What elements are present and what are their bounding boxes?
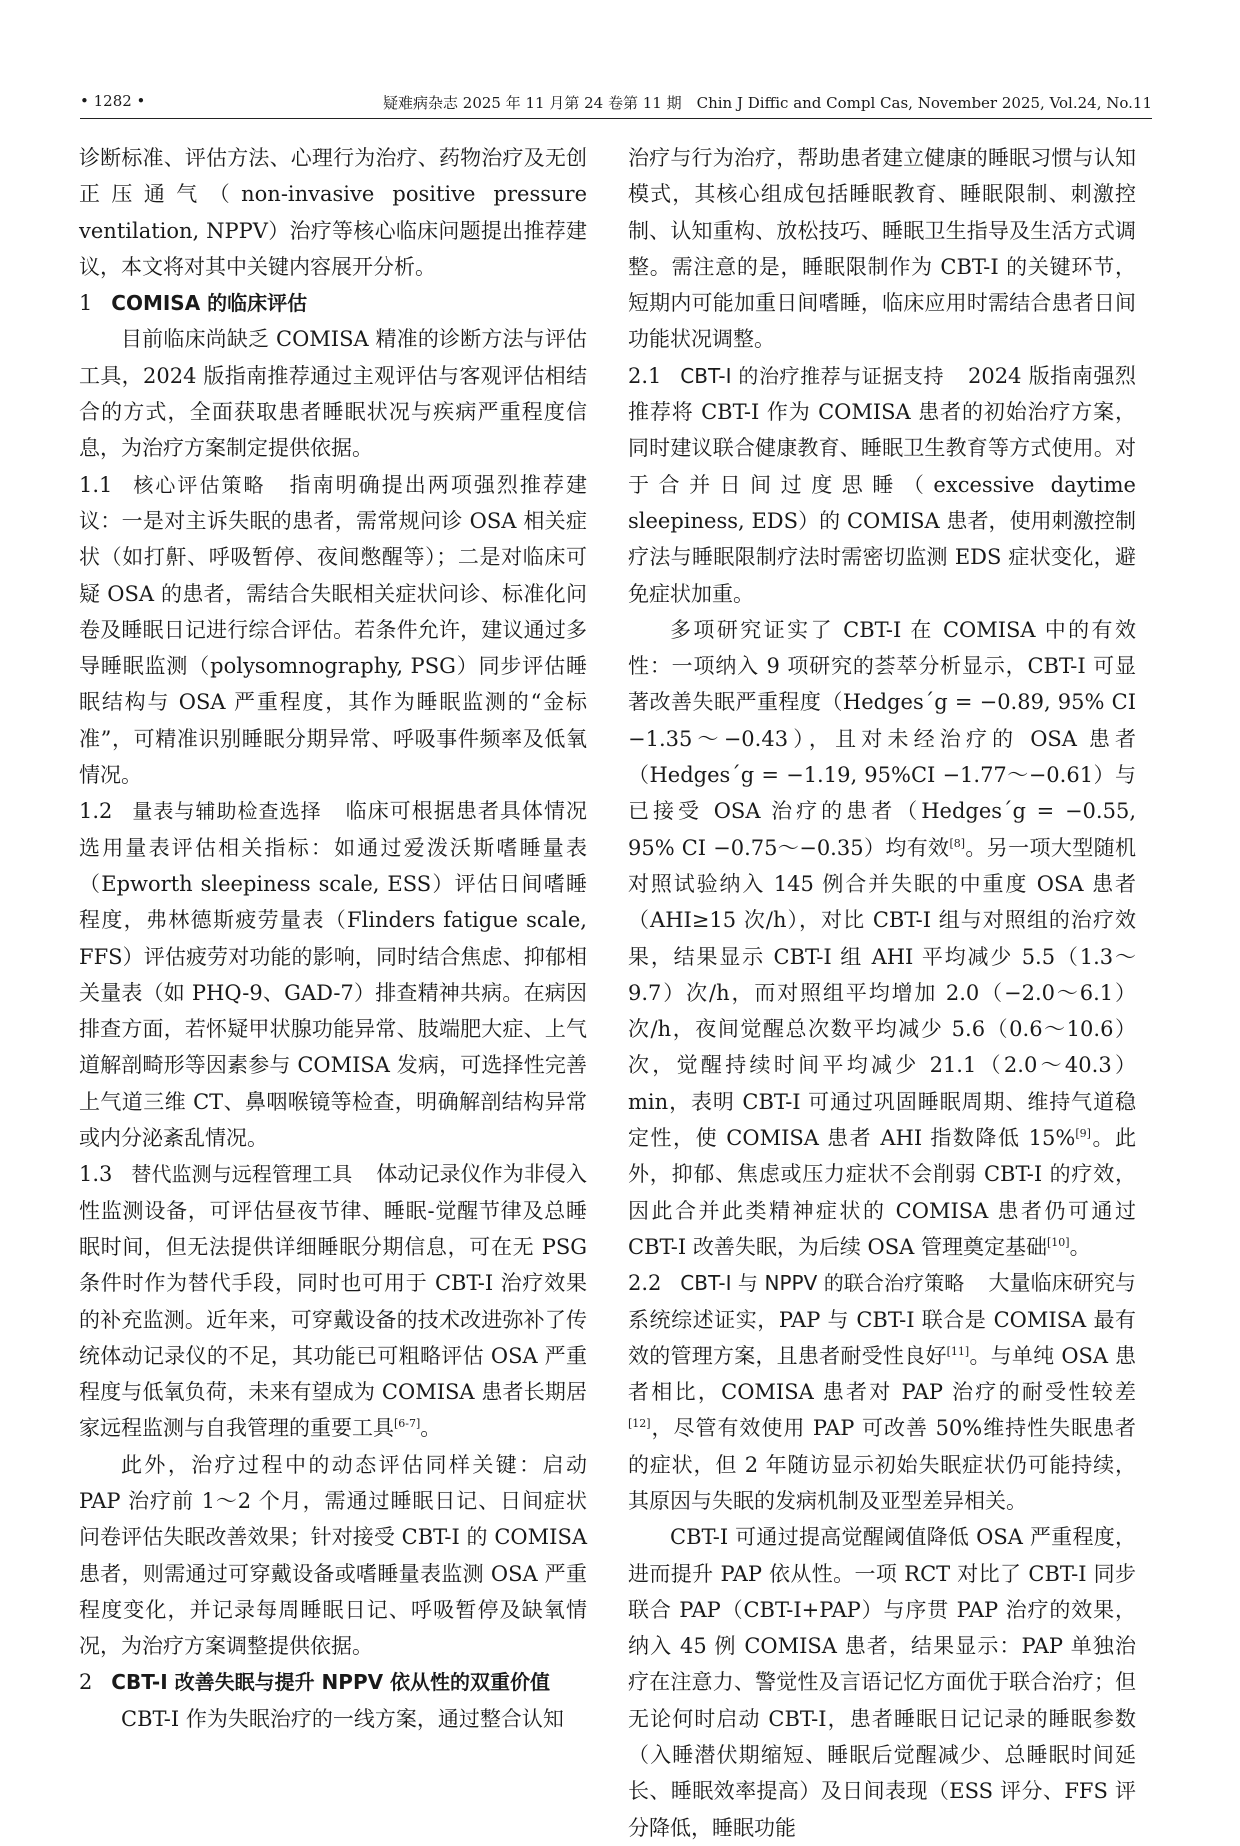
subsection-1-1 xyxy=(79,467,587,794)
subsection-text: 2024 版指南强烈推荐将 CBT-I 作为 COMISA 患者的初始治疗方案，同时建议联合健康教育、睡眠卫生教育等方式使用。对于合并日间过度思睡（excessive daytime sleepiness, EDS）的 COMISA 患者，使用刺激控制疗法与睡眠限制疗法时需密切监测 EDS 症状变化，避免症状加重。 xyxy=(628,363,1136,606)
section-heading-1 xyxy=(79,285,587,321)
paragraph: 目前临床尚缺乏 COMISA 精准的诊断方法与评估工具，2024 版指南推荐通过主观评估与客观评估相结合的方式，全面获取患者睡眠状况与疾病严重程度信息，为治疗方案制定提供依据。 xyxy=(79,327,587,461)
section-title: COMISA 的临床评估 xyxy=(111,291,308,316)
citation-ref[interactable]: [8] xyxy=(949,836,966,850)
running-header xyxy=(80,88,1152,119)
section-heading-2 xyxy=(79,1664,587,1700)
subsection-number: 2.2 xyxy=(628,1271,662,1296)
section-title: CBT-I 改善失眠与提升 NPPV 依从性的双重价值 xyxy=(111,1670,551,1695)
citation-ref[interactable]: [10] xyxy=(1046,1235,1070,1249)
subsection-title: 量表与辅助检查选择 xyxy=(131,799,322,824)
subsection-2-2: 2.2 CBT-I 与 NPPV 的联合治疗策略 大量临床研究与系统综述证实，PAP 与 CBT-I 联合是 COMISA 最有效的管理方案，且患者耐受性良好[11]。与单纯 OSA 患者相比，COMISA 患者对 PAP 治疗的耐受性较差[12]，尽管有效使用 PAP 可改善 50%维持性失眠患者的症状，但 2 年随访显示初始失眠症状仍可能持续，其原因与失眠的发病机制及亚型差异相关。 xyxy=(628,1271,1137,1513)
subsection-title: CBT-I 的治疗推荐与证据支持 xyxy=(680,363,945,388)
citation-ref[interactable]: [11] xyxy=(946,1344,970,1358)
citation-ref[interactable]: [9] xyxy=(1075,1127,1091,1141)
subsection-1-2 xyxy=(79,793,587,1156)
subsection-number: 2.1 xyxy=(628,363,662,388)
paragraph: CBT-I 作为失眠治疗的一线方案，通过整合认知 xyxy=(121,1706,564,1731)
subsection-title: CBT-I 与 NPPV 的联合治疗策略 xyxy=(680,1271,965,1296)
section-number: 1 xyxy=(79,291,93,316)
subsection-text: 体动记录仪作为非侵入性监测设备，可评估昼夜节律、睡眠-觉醒节律及总睡眠时间，但无法提供详细睡眠分期信息，可在无 PSG 条件时作为替代手段，同时也可用于 CBT-I 治疗效果的补充监测。近年来，可穿戴设备的技术改进弥补了传统体动记录仪的不足，其功能已可粗略评估 OSA 严重程度与低氧负荷，未来有望成为 COMISA 患者长期居家远程监测与自我管理的重要工具 xyxy=(79,1162,588,1441)
subsection-text: 临床可根据患者具体情况选用量表评估相关指标：如通过爱泼沃斯嗜睡量表（Epworth sleepiness scale, ESS）评估日间嗜睡程度，弗林德斯疲劳量表（Flinders fatigue scale, FFS）评估疲劳对功能的影响，同时结合焦虑、抑郁相关量表（如 PHQ-9、GAD-7）排查精神共病。在病因排查方面，若怀疑甲状腺功能异常、肢端肥大症、上气道解剖畸形等因素参与 COMISA 发病，可选择性完善上气道三维 CT、鼻咽喉镜等检查，明确解剖结构异常或内分泌紊乱情况。 xyxy=(79,799,588,1151)
journal-citation: 疑难病杂志 2025 年 11 月第 24 卷第 11 期 Chin J Diffic and Compl Cas, November 2025, Vol.24, No.11 xyxy=(383,94,1152,112)
subsection-number: 1.3 xyxy=(79,1162,113,1187)
subsection-title: 替代监测与远程管理工具 xyxy=(131,1162,353,1187)
paragraph: 诊断标准、评估方法、心理行为治疗、药物治疗及无创正压通气（non-invasive positive pressure ventilation, NPPV）治疗等核心临床问题提出推荐建议，本文将对其中关键内容展开分析。 xyxy=(79,146,587,279)
paragraph: CBT-I 可通过提高觉醒阈值降低 OSA 严重程度，进而提升 PAP 依从性。一项 RCT 对比了 CBT-I 同步联合 PAP（CBT-I+PAP）与序贯 PAP 治疗的效果，纳入 45 例 COMISA 患者，结果显示：PAP 单独治疗在注意力、警觉性及言语记忆方面优于联合治疗；但无论何时启动 CBT-I，患者睡眠日记记录的睡眠参数（入睡潜伏期缩短、睡眠后觉醒减少、总睡眠时间延长、睡眠效率提高）及日间表现（ESS 评分、FFS 评分降低，睡眠功能 xyxy=(628,1525,1136,1840)
paragraph: 此外，治疗过程中的动态评估同样关键：启动 PAP 治疗前 1～2 个月，需通过睡眠日记、日间症状问卷评估失眠改善效果；针对接受 CBT-I 的 COMISA 患者，则需通过可穿戴设备或嗜睡量表监测 OSA 严重程度变化，并记录每周睡眠日记、呼吸暂停及缺氧情况，为治疗方案调整提供依据。 xyxy=(79,1452,587,1659)
page-number: • 1282 • xyxy=(80,92,146,110)
paragraph: 治疗与行为治疗，帮助患者建立健康的睡眠习惯与认知模式，其核心组成包括睡眠教育、睡眠限制、刺激控制、认知重构、放松技巧、睡眠卫生指导及生活方式调整。需注意的是，睡眠限制作为 CBT-I 的关键环节，短期内可能加重日间嗜睡，临床应用时需结合患者日间功能状况调整。 xyxy=(628,146,1136,352)
subsection-title: 核心评估策略 xyxy=(131,472,266,497)
subsection-1-3: 1.3 替代监测与远程管理工具 体动记录仪作为非侵入性监测设备，可评估昼夜节律、睡眠-觉醒节律及总睡眠时间，但无法提供详细睡眠分期信息，可在无 PSG 条件时作为替代手段，同时也可用于 CBT-I 治疗效果的补充监测。近年来，可穿戴设备的技术改进弥补了传统体动记录仪的不足，其功能已可粗略评估 OSA 严重程度与低氧负荷，未来有望成为 COMISA 患者长期居家远程监测与自我管理的重要工具[6-7]。 xyxy=(79,1162,588,1441)
subsection-number: 1.1 xyxy=(79,472,113,497)
subsection-2-1 xyxy=(628,358,1136,612)
subsection-number: 1.2 xyxy=(79,799,113,824)
section-number: 2 xyxy=(79,1670,93,1695)
citation-ref[interactable]: [12] xyxy=(628,1417,651,1431)
left-column xyxy=(79,140,587,1737)
paragraph: 多项研究证实了 CBT-I 在 COMISA 中的有效性：一项纳入 9 项研究的荟萃分析显示，CBT-I 可显著改善失眠严重程度（Hedges´g = −0.89, 95% CI −1.35～−0.43），且对未经治疗的 OSA 患者（Hedges´g = −1.19, 95%CI −1.77～−0.61）与已接受 OSA 治疗的患者（Hedges´g = −0.55, 95% CI −0.75～−0.35）均有效[8]。另一项大型随机对照试验纳入 145 例合并失眠的中重度 OSA 患者（AHI≥15 次/h），对比 CBT-I 组与对照组的治疗效果，结果显示 CBT-I 组 AHI 平均减少 5.5（1.3～9.7）次/h，而对照组平均增加 2.0（−2.0～6.1）次/h，夜间觉醒总次数平均减少 5.6（0.6～10.6）次，觉醒持续时间平均减少 21.1（2.0～40.3）min，表明 CBT-I 可通过巩固睡眠周期、维持气道稳定性，使 COMISA 患者 AHI 指数降低 15%[9]。此外，抑郁、焦虑或压力症状不会削弱 CBT-I 的疗效，因此合并此类精神症状的 COMISA 患者仍可通过 CBT-I 改善失眠，为后续 OSA 管理奠定基础[10]。 xyxy=(628,617,1137,1259)
citation-ref[interactable]: [6-7] xyxy=(394,1417,421,1431)
subsection-text: 大量临床研究与系统综述证实，PAP 与 CBT-I 联合是 COMISA 最有效的管理方案，且患者耐受性良好 xyxy=(628,1271,1136,1368)
right-column xyxy=(628,140,1136,1846)
subsection-text: 指南明确提出两项强烈推荐建议：一是对主诉失眠的患者，需常规问诊 OSA 相关症状（如打鼾、呼吸暂停、夜间憋醒等）；二是对临床可疑 OSA 的患者，需结合失眠相关症状问诊、标准化问卷及睡眠日记进行综合评估。若条件允许，建议通过多导睡眠监测（polysomnography, PSG）同步评估睡眠结构与 OSA 严重程度，其作为睡眠监测的“金标准”，可精准识别睡眠分期异常、呼吸事件频率及低氧情况。 xyxy=(79,472,588,788)
